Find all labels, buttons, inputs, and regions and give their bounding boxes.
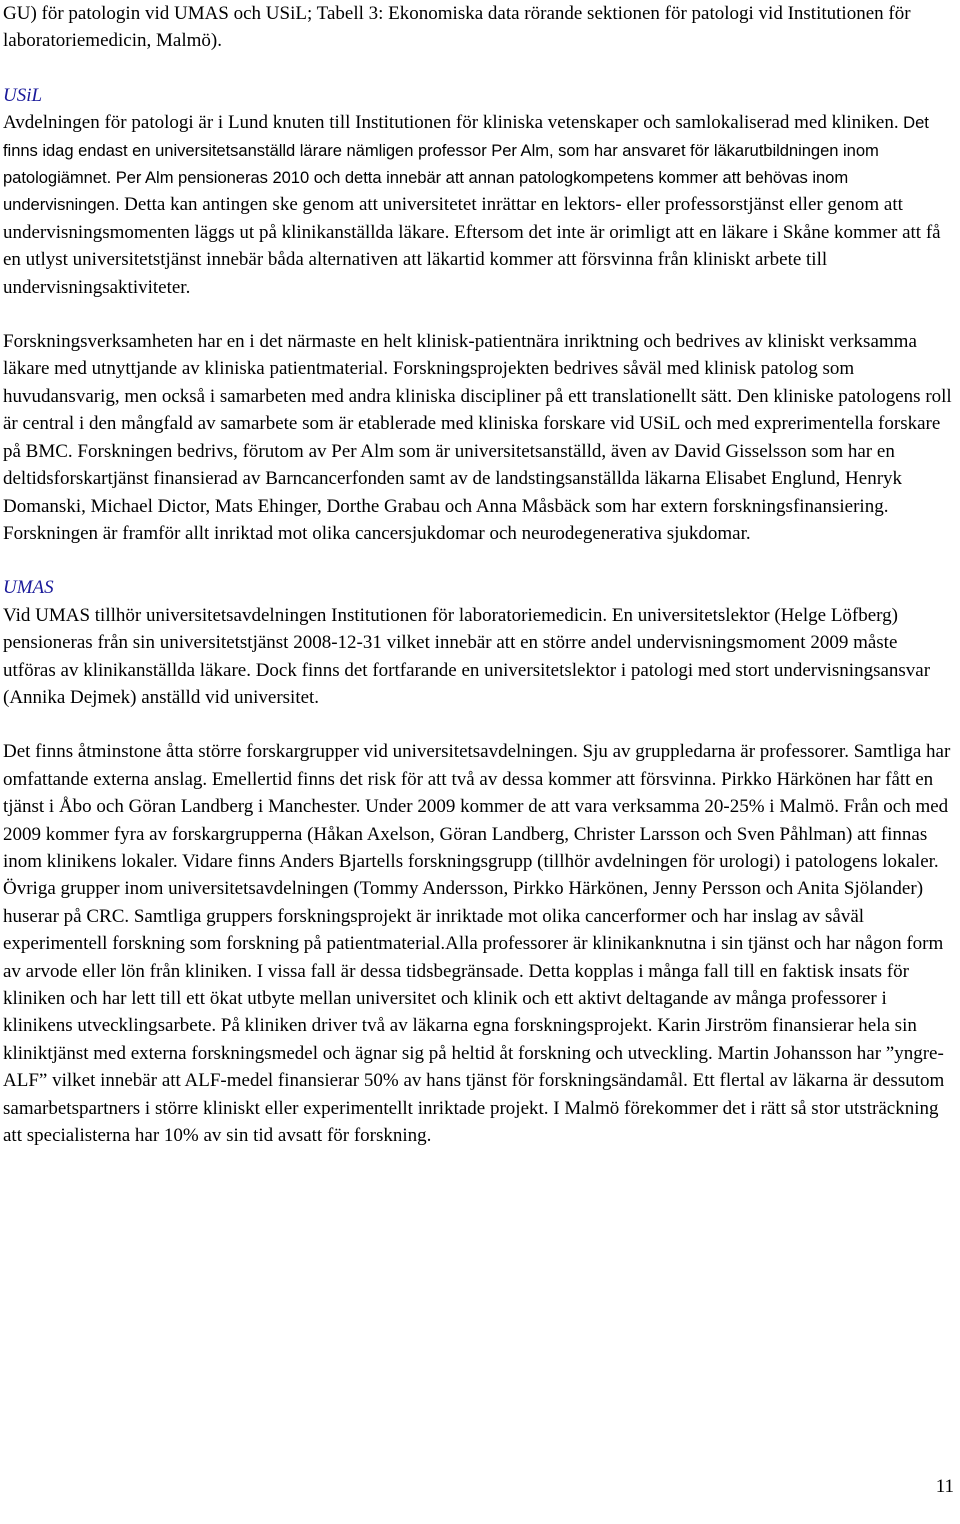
usil-paragraph-1 xyxy=(3,109,953,301)
spacer xyxy=(3,547,953,574)
usil-p1-part-c: Detta kan antingen ske genom att universitetet inrättar en lektors- eller professorstjänst eller genom att undervisningsmomenten läggs ut på klinikanställda läkare. xyxy=(3,194,903,243)
document-page xyxy=(3,0,953,1149)
page-number: 11 xyxy=(935,1476,954,1497)
spacer xyxy=(3,301,953,328)
usil-heading: USiL xyxy=(3,84,43,106)
umas-paragraph-1: Vid UMAS tillhör universitetsavdelningen Institutionen för laboratoriemedicin. En universitetslektor (Helge Löfberg) pensioneras från sin universitetstjänst 2008-12-31 vilket innebär att en större andel undervisningsmoment 2009 måste utföras av klinikanställda läkare. Dock finns det fortfarande en universitetslektor i patologi med stort undervisningsansvar (Annika Dejmek) anställd vid universitet. xyxy=(3,604,931,708)
intro-paragraph: GU) för patologin vid UMAS och USiL; Tabell 3: Ekonomiska data rörande sektionen för patologi vid Institutionen för laboratoriemedicin, Malmö). xyxy=(3,3,911,52)
umas-heading: UMAS xyxy=(3,577,54,599)
umas-paragraph-2: Det finns åtminstone åtta större forskargrupper vid universitetsavdelningen. Sju av gruppledarna är professorer. Samtliga har omfattande externa anslag. Emellertid finns det risk för att två av dessa kommer att försvinna. Pirkko Härkönen har fått en tjänst i Åbo och Göran Landberg i Manchester. Under 2009 kommer de att vara verksamma 20-25% i Malmö. Från och med 2009 kommer fyra av forskargrupperna (Håkan Axelson, Göran Landberg, Christer Larsson och Sven Påhlman) att finnas inom klinikens lokaler. Vidare finns Anders Bjartells forskningsgrupp (tillhör avdelningen för urologi) i patologens lokaler. Övriga grupper inom universitetsavdelningen (Tommy Andersson, Pirkko Härkönen, Jenny Persson och Anita Sjölander) huserar på CRC. Samtliga gruppers forskningsprojekt är inriktade mot olika cancerformer och har inslag av såväl experimentell forskning som forskning på patientmaterial.Alla professorer är klinikanknutna i sin tjänst och har någon form av arvode eller lön från kliniken. I vissa fall är dessa tidsbegränsade. Detta kopplas i många fall till en faktisk insats för kliniken och har lett till ett ökat utbyte mellan universitet och klinik och ett aktivt deltagande av många professorer i klinikens utvecklingsarbete. På kliniken driver två av läkarna egna forskningsprojekt. Karin Jirström finansierar hela sin kliniktjänst med externa forskningsmedel och ägnar sig på heltid åt forskning och utveckling. Martin Johansson har ”yngre-ALF” vilket innebär att ALF-medel finansierar 50% av hans tjänst för forskningsändamål. Ett flertal av läkarna är dessutom samarbetspartners i större kliniskt eller experimentellt inriktade projekt. I Malmö förekommer det i rätt så stor utsträckning att specialisterna har 10% av sin tid avsatt för forskning. xyxy=(3,741,951,1147)
usil-paragraph-2: Forskningsverksamheten har en i det närmaste en helt klinisk-patientnära inriktning och bedrives av kliniskt verksamma läkare med utnyttjande av kliniska patientmaterial. Forskningsprojekten bedrives såväl med klinisk patolog som huvudansvarig, men också i samarbeten med andra kliniska discipliner på ett translationellt sätt. Den kliniske patologens roll är central i den mångfald av samarbete som är etablerade med kliniska forskare vid USiL och med exprerimentella forskare på BMC. Forskningen bedrivs, förutom av Per Alm som är universitetsanställd, även av David Gisselsson som har en deltidsforskartjänst finansierad av Barncancerfonden samt av de landstingsanställda läkarna Elisabet Englund, Henryk Domanski, Michael Dictor, Mats Ehinger, Dorthe Grabau och Anna Måsbäck som har extern forskningsfinansiering. Forskningen är framför allt inriktad mot olika cancersjukdomar och neurodegenerativa sjukdomar. xyxy=(3,331,952,544)
usil-p1-part-d: Eftersom det inte är orimligt att en läkare i Skåne kommer att få en utlyst universitetstjänst innebär båda alternativen att läkartid kommer att försvinna från kliniskt arbete till undervisningsaktiviteter. xyxy=(3,221,941,298)
spacer xyxy=(3,55,953,82)
usil-p1-part-a: Avdelningen för patologi är i Lund knuten till Institutionen för kliniska vetenskaper och samlokaliserad med kliniken. xyxy=(3,112,899,134)
spacer xyxy=(3,711,953,738)
usil-p1-part-b: Det finns idag endast en universitetsanställd lärare nämligen professor Per Alm, som har ansvaret för läkarutbildningen inom patologiämnet. Per Alm pensioneras 2010 och detta innebär att annan patologkompetens kommer att behövas inom undervisningen. xyxy=(3,113,929,215)
